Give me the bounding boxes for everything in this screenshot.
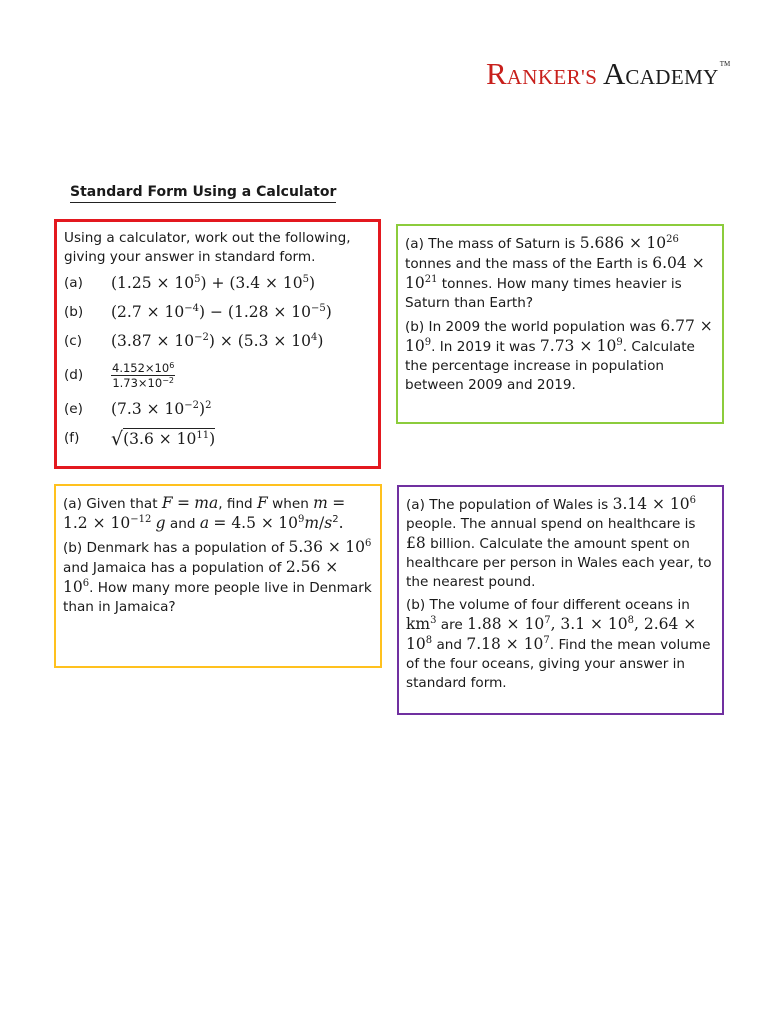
force-population-box bbox=[54, 484, 382, 668]
square-root-expression: √ $(3.6 \times 10^{11})$ bbox=[111, 427, 216, 450]
question-f: (f) √ $(3.6 \times 10^{11})$ bbox=[64, 427, 216, 450]
question-b: (b) In 2009 the world population was $6.77 \times 10^9$. In 2019 it was $7.73 \times 10^9$. Calculate the percentage increase in population between 2009 and 2019. bbox=[405, 317, 713, 393]
wales-oceans-box bbox=[397, 485, 724, 715]
question-e: (e) $(7.3 \times 10^{-2})^2$ bbox=[64, 399, 212, 418]
calculator-questions-box bbox=[54, 219, 381, 469]
fraction-expression: $\frac{4.152\times 10^6}{1.73\times 10^{-2}}$ bbox=[112, 360, 175, 390]
question-b: (b) $(2.7 \times 10^{-4}) - (1.28 \times 10^{-5})$ bbox=[64, 302, 332, 321]
expression: $(2.7 \times 10^{-4}) - (1.28 \times 10^{-5})$ bbox=[111, 302, 332, 321]
worksheet-title: Standard Form Using a Calculator bbox=[70, 184, 336, 203]
question-a: (a) The population of Wales is $3.14 \times 10^6$ people. The annual spend on healthcare is £8 billion. Calculate the amount spent on healthcare per person in Wales each year, to the nearest pound. bbox=[406, 495, 712, 590]
expression: $(7.3 \times 10^{-2})^2$ bbox=[111, 399, 212, 418]
question-b: (b) Denmark has a population of $5.36 \times 10^6$ and Jamaica has a population of $2.56 \times 10^6$. How many more people live in Denmark than in Jamaica? bbox=[63, 538, 372, 615]
instructions: Using a calculator, work out the following, giving your answer in standard form. bbox=[64, 230, 351, 265]
question-a: (a) $(1.25 \times 10^5) + (3.4 \times 10^5)$ bbox=[64, 273, 316, 292]
question-c: (c) $(3.87 \times 10^{-2}) \times (5.3 \times 10^4)$ bbox=[64, 331, 324, 350]
saturn-population-box bbox=[396, 224, 724, 424]
question-d: (d) $\frac{4.152\times 10^6}{1.73\times 10^{-2}}$ bbox=[64, 360, 175, 390]
question-b: (b) The volume of four different oceans in $km^3$ are $1.88 \times 10^7$, $3.1 \times 10^8$, $2.64 \times 10^8$ and $7.18 \times 10^7$. Find the mean volume of the four oceans, giving your answer in standard form. bbox=[406, 597, 711, 691]
question-a: (a) The mass of Saturn is $5.686 \times 10^{26}$ tonnes and the mass of the Earth is $6.04 \times 10^{21}$ tonnes. How many times heavier is Saturn than Earth? bbox=[405, 234, 705, 311]
expression: $(1.25 \times 10^5) + (3.4 \times 10^5)$ bbox=[111, 273, 316, 292]
expression: $(3.87 \times 10^{-2}) \times (5.3 \times 10^4)$ bbox=[111, 331, 324, 350]
rankers-academy-logo: RANKER'S ACADEMY™ bbox=[486, 56, 731, 91]
question-a: (a) Given that F = ma, find F when $m = 1.2 \times 10^{-12}$ g and $a = 4.5 \times 10^9m/s^2$. bbox=[63, 494, 346, 532]
